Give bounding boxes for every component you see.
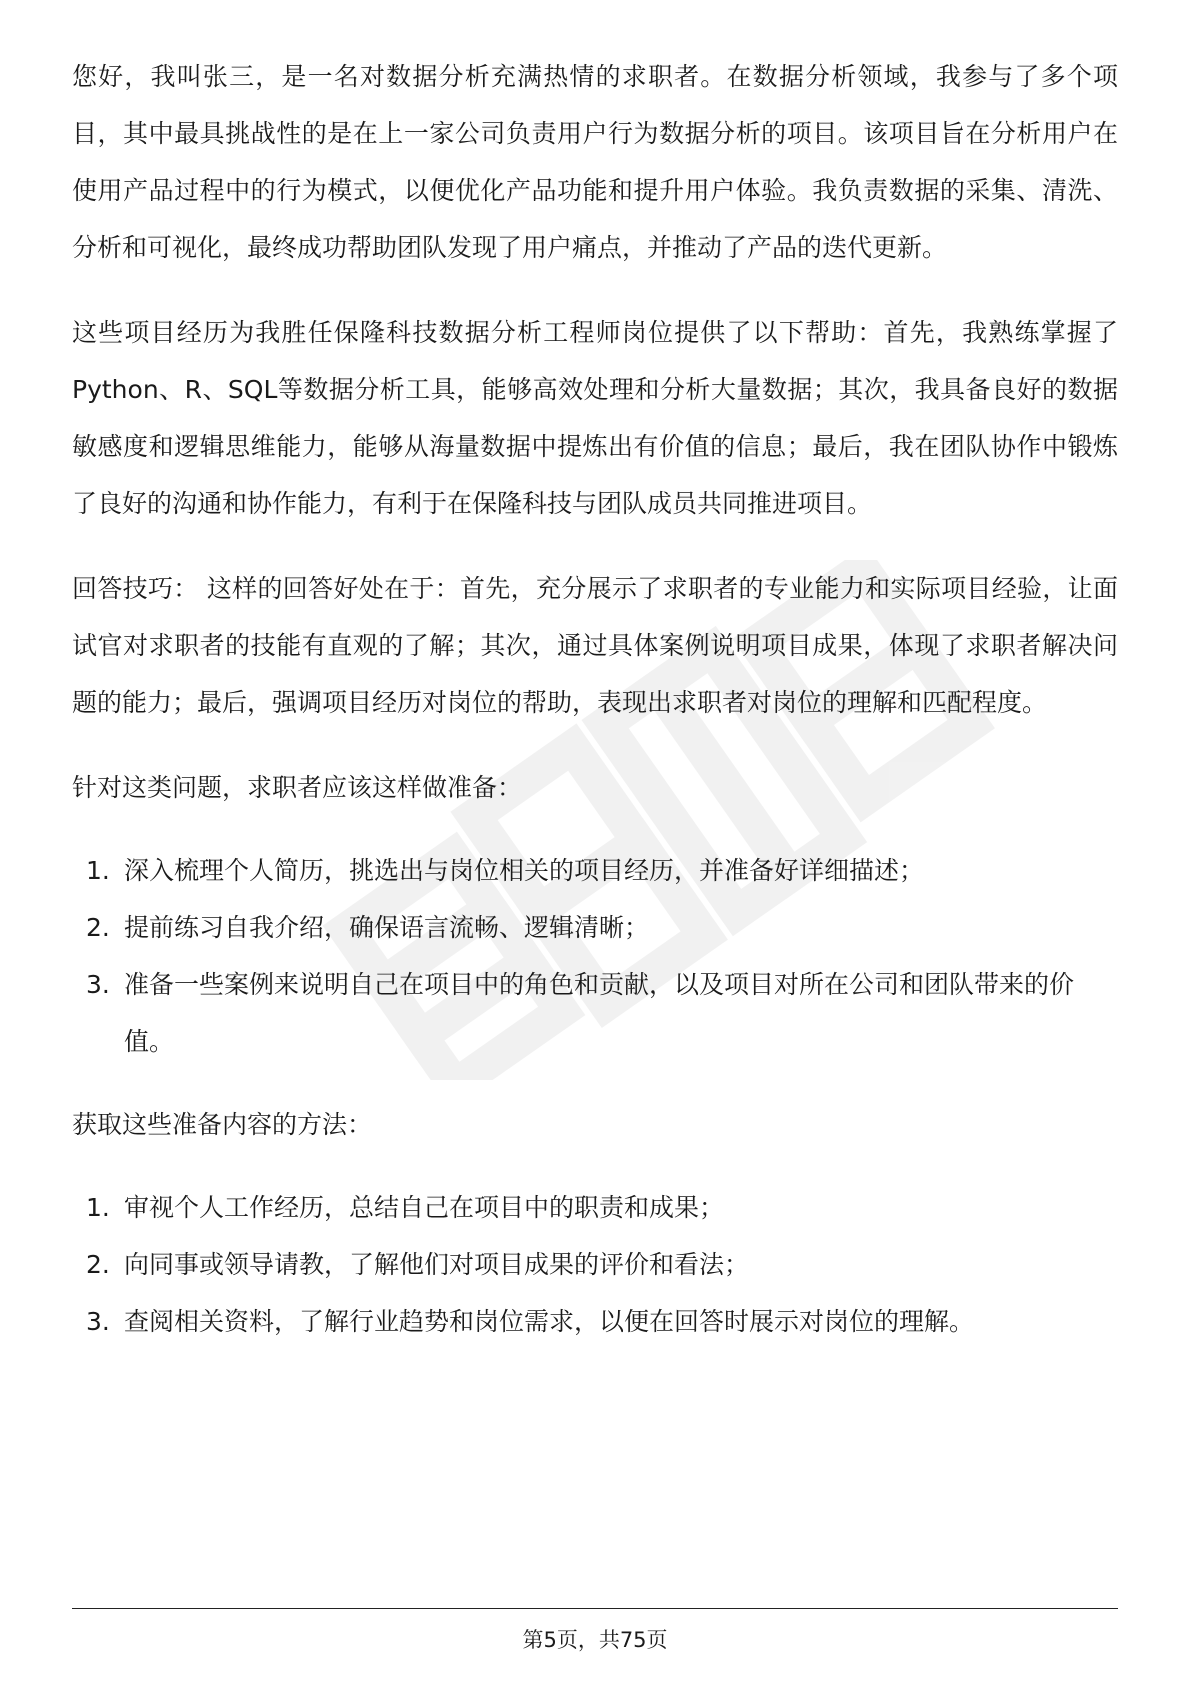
- tips-paragraph: 回答技巧： 这样的回答好处在于：首先，充分展示了求职者的专业能力和实际项目经验，让面试官对求职者的技能有直观的了解；其次，通过具体案例说明项目成果，体现了求职者解决问题的能力；最后，强调项目经历对岗位的帮助，表现出求职者对岗位的理解和匹配程度。: [72, 574, 1118, 717]
- list-item-number: 3.: [86, 1307, 110, 1336]
- page-number: 第5页，共75页: [522, 1628, 668, 1652]
- methods-list: [72, 1179, 1118, 1350]
- help-paragraph: 这些项目经历为我胜任保隆科技数据分析工程师岗位提供了以下帮助：首先，我熟练掌握了Python、R、SQL等数据分析工具，能够高效处理和分析大量数据；其次，我具备良好的数据敏感度和逻辑思维能力，能够从海量数据中提炼出有价值的信息；最后，我在团队协作中锻炼了良好的沟通和协作能力，有利于在保隆科技与团队成员共同推进项目。: [72, 318, 1118, 518]
- list-item-text: 查阅相关资料，了解行业趋势和岗位需求，以便在回答时展示对岗位的理解。: [124, 1307, 975, 1336]
- list-item-number: 1.: [86, 856, 110, 885]
- footer-divider: [72, 1608, 1118, 1609]
- methods-heading: 获取这些准备内容的方法：: [72, 1110, 373, 1139]
- prep-list: [72, 842, 1118, 1070]
- list-item-text: 向同事或领导请教，了解他们对项目成果的评价和看法；: [124, 1250, 750, 1279]
- list-item-number: 3.: [86, 970, 110, 999]
- intro-paragraph: 您好，我叫张三，是一名对数据分析充满热情的求职者。在数据分析领域，我参与了多个项目，其中最具挑战性的是在上一家公司负责用户行为数据分析的项目。该项目旨在分析用户在使用产品过程中的行为模式，以便优化产品功能和提升用户体验。我负责数据的采集、清洗、分析和可视化，最终成功帮助团队发现了用户痛点，并推动了产品的迭代更新。: [72, 62, 1118, 262]
- list-item-number: 2.: [86, 1250, 110, 1279]
- list-item: [72, 899, 1118, 956]
- prep-heading: 针对这类问题，求职者应该这样做准备：: [72, 773, 523, 802]
- list-item-number: 2.: [86, 913, 110, 942]
- list-item-number: 1.: [86, 1193, 110, 1222]
- list-item-text: 准备一些案例来说明自己在项目中的角色和贡献，以及项目对所在公司和团队带来的价值。: [124, 970, 1075, 1056]
- list-item: [72, 1179, 1118, 1236]
- list-item: [72, 1293, 1118, 1350]
- list-item-text: 提前练习自我介绍，确保语言流畅、逻辑清晰；: [124, 913, 650, 942]
- list-item: [72, 842, 1118, 899]
- list-item: [72, 1236, 1118, 1293]
- list-item-text: 深入梳理个人简历，挑选出与岗位相关的项目经历，并准备好详细描述；: [124, 856, 925, 885]
- list-item-text: 审视个人工作经历，总结自己在项目中的职责和成果；: [124, 1193, 725, 1222]
- list-item: [72, 956, 1118, 1070]
- document-body: [72, 48, 1118, 1376]
